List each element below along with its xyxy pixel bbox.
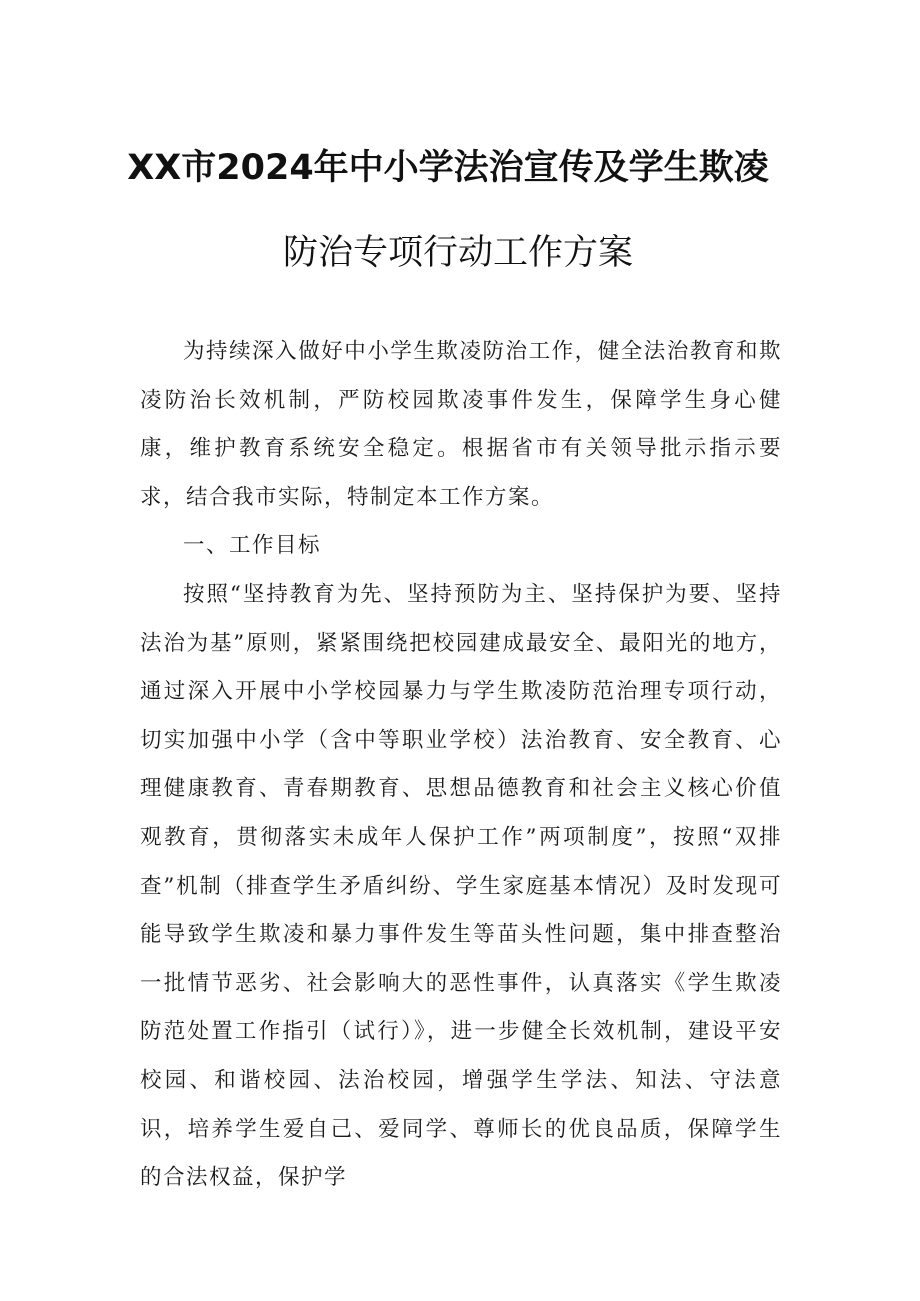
document-title-line-1: XX市2024年中小学法治宣传及学生欺凌 [127, 148, 769, 188]
section-heading-work-goals: 一、工作目标 [183, 533, 322, 559]
work-goals-paragraph: 按照“坚持教育为先、坚持预防为主、坚持保护为要、坚持法治为基”原则，紧紧围绕把校园建成最安全、最阳光的地方，通过深入开展中小学校园暴力与学生欺凌防范治理专项行动，切实加强中小学（含中等职业学校）法治教育、安全教育、心理健康教育、青春期教育、思想品德教育和社会主义核心价值观教育，贯彻落实未成年人保护工作”两项制度”，按照“双排查”机制（排查学生矛盾纠纷、学生家庭基本情况）及时发现可能导致学生欺凌和暴力事件发生等苗头性问题，集中排查整治一批情节恶劣、社会影响大的恶性事件，认真落实《学生欺凌防范处置工作指引（试行）》，进一步健全长效机制，建设平安校园、和谐校园、法治校园，增强学生学法、知法、守法意识，培养学生爱自己、爱同学、尊师长的优良品质，保障学生的合法权益，保护学 [140, 581, 782, 1191]
document-title-line-2: 防治专项行动工作方案 [282, 233, 633, 273]
intro-paragraph: 为持续深入做好中小学生欺凌防治工作，健全法治教育和欺凌防治长效机制，严防校园欺凌事件发生，保障学生身心健康，维护教育系统安全稳定。根据省市有关领导批示指示要求，结合我市实际，特制定本工作方案。 [140, 339, 782, 510]
document-body [140, 328, 782, 1203]
